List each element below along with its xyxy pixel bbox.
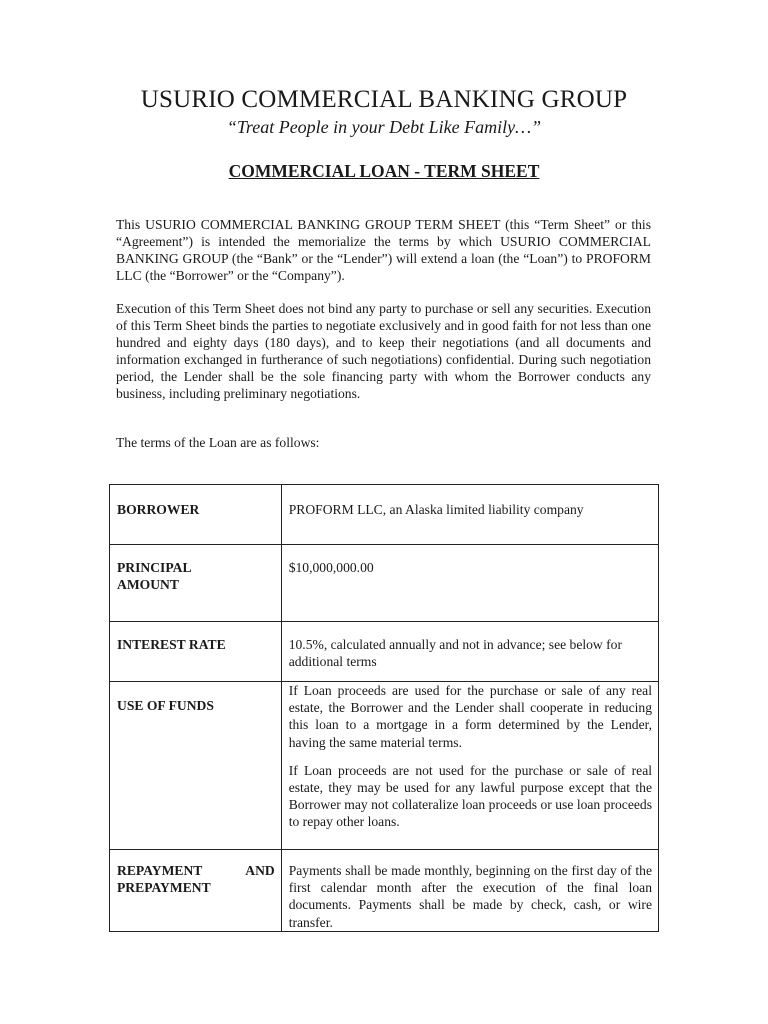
term-label-cell [110, 622, 282, 682]
term-label-cell [110, 545, 282, 622]
term-value-cell [281, 850, 658, 932]
term-value-cell [281, 545, 658, 622]
term-value-use-of-funds-2: If Loan proceeds are not used for the purchase or sale of real estate, they may be used for any lawful purpose except that the Borrower may not collateralize loan proceeds or use loan proceeds to repay other loans. [288, 762, 652, 830]
term-value-use-of-funds-1: If Loan proceeds are used for the purchase or sale of any real estate, the Borrower and the Lender shall cooperate in reducing this loan to a mortgage in a form determined by the Lender, having the same material terms. [288, 683, 652, 750]
term-label-interest-rate: INTEREST RATE [117, 637, 226, 652]
table-row [110, 485, 659, 545]
table-row [110, 622, 659, 682]
term-label-use-of-funds: USE OF FUNDS [117, 698, 214, 713]
term-value-repayment: Payments shall be made monthly, beginning on the first day of the first calendar month after the execution of the final loan documents. Payments shall be made by check, cash, or wire transfer. [288, 863, 652, 930]
table-row [110, 850, 659, 932]
term-label-cell [110, 485, 282, 545]
execution-paragraph: Execution of this Term Sheet does not bind any party to purchase or sell any securities. Execution of this Term Sheet binds the parties to negotiate exclusively and in good faith for not less than one hundred and eighty days (180 days), and to keep their negotiations (and all documents and information exchanged in furtherance of such negotiations) confidential. During such negotiation period, the Lender shall be the sole financing party with whom the Borrower conducts any business, including preliminary negotiations. [116, 301, 651, 401]
table-row [110, 545, 659, 622]
term-value-interest-rate: 10.5%, calculated annually and not in advance; see below for additional terms [288, 637, 623, 670]
loan-terms-table [109, 484, 659, 932]
term-label-repayment: REPAYMENT AND PREPAYMENT [117, 863, 275, 896]
term-value-cell [281, 622, 658, 682]
term-value-cell [281, 682, 658, 850]
term-label-principal-amount: PRINCIPAL AMOUNT [117, 560, 191, 593]
term-label-cell [110, 850, 282, 932]
bank-name: USURIO COMMERCIAL BANKING GROUP [140, 86, 628, 113]
intro-paragraph: This USURIO COMMERCIAL BANKING GROUP TERM SHEET (this “Term Sheet” or this “Agreement”) is intended the memorialize the terms by which USURIO COMMERCIAL BANKING GROUP (the “Bank” or the “Lender”) will extend a loan (the “Loan”) to PROFORM LLC (the “Borrower” or the “Company”). [116, 217, 651, 283]
table-row [110, 682, 659, 850]
term-value-principal-amount: $10,000,000.00 [288, 560, 374, 575]
terms-intro-paragraph: The terms of the Loan are as follows: [116, 435, 320, 450]
term-label-cell [110, 682, 282, 850]
term-label-borrower: BORROWER [117, 502, 200, 517]
tagline: “Treat People in your Debt Like Family…” [226, 117, 542, 137]
document-title: COMMERCIAL LOAN - TERM SHEET [228, 161, 540, 181]
term-value-borrower: PROFORM LLC, an Alaska limited liability company [288, 502, 584, 517]
term-value-cell [281, 485, 658, 545]
